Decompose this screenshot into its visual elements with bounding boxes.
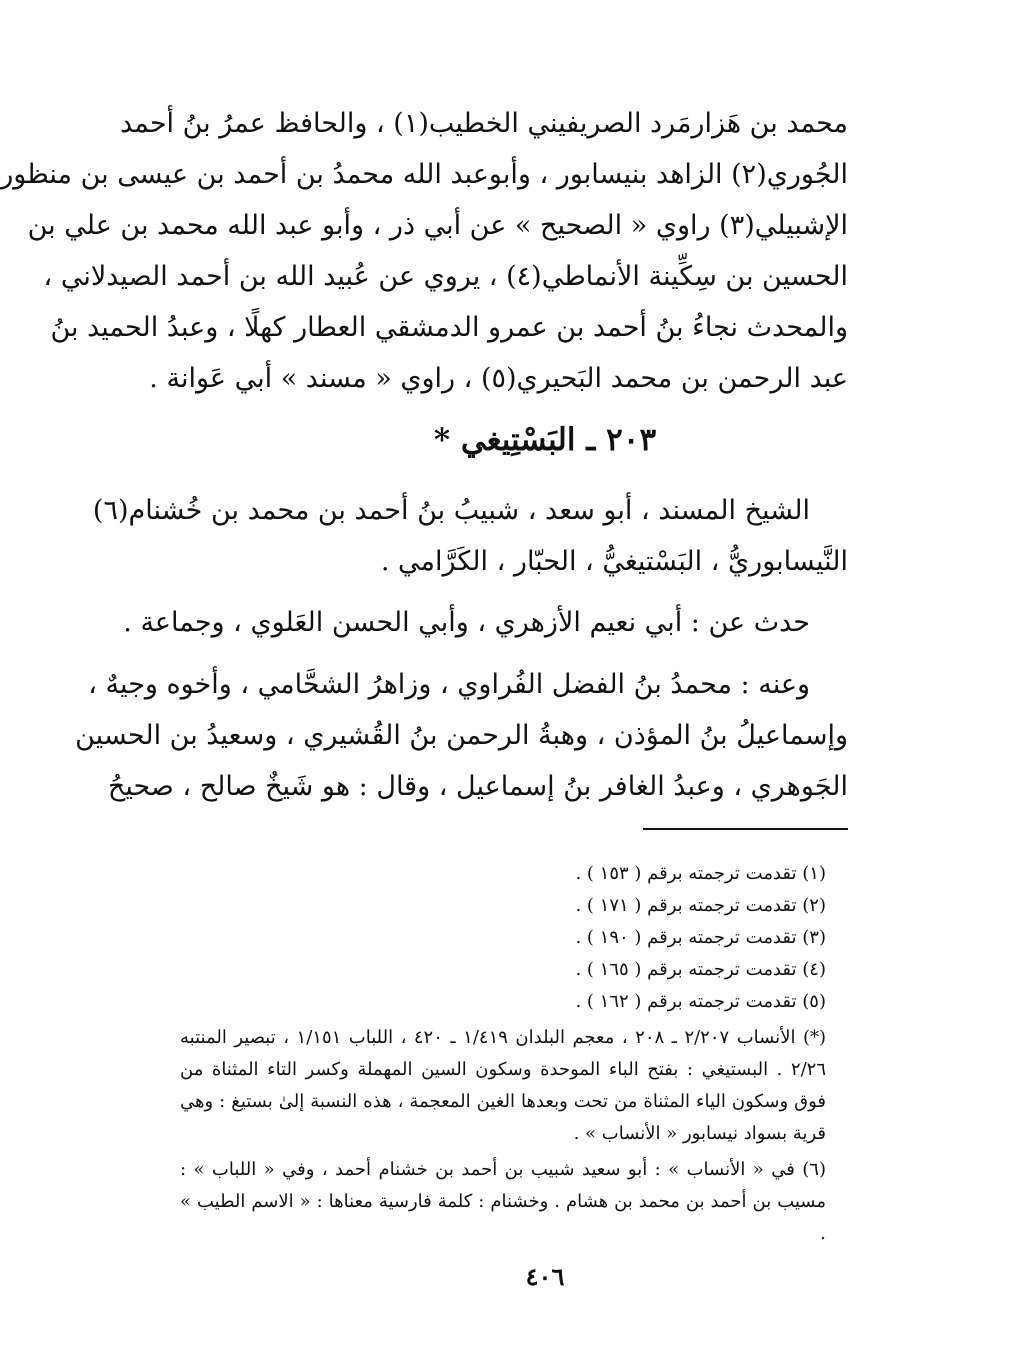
entry-heading: ٢٠٣ ـ البَسْتِيغي * bbox=[433, 422, 657, 458]
intro-line: الإشبيلي(٣) راوي « الصحيح » عن أبي ذر ، وأبو عبد الله محمد بن علي بن bbox=[27, 210, 848, 241]
page-number: ٤٠٦ bbox=[525, 1262, 565, 1291]
footnotes bbox=[180, 858, 848, 1250]
footnote-6: (٦) في « الأنساب » : أبو سعيد شبيب بن أحمد بن خشنام أحمد ، وفي « اللباب » : مسيب بن أحمد بن محمد بن هشام . وخشنام : كلمة فارسية معناها : « الاسم الطيب » . bbox=[180, 1159, 826, 1244]
narrated-by-line: وإسماعيلُ بنُ المؤذن ، وهبةُ الرحمن بنُ القُشيري ، وسعيدُ بن الحسين bbox=[75, 720, 848, 751]
name-paragraph bbox=[92, 485, 848, 587]
footnote-4: (٤) تقدمت ترجمته برقم ( ١٦٥ ) . bbox=[575, 959, 826, 980]
narrated-from-line: حدث عن : أبي نعيم الأزهري ، وأبي الحسن العَلوي ، وجماعة . bbox=[123, 607, 810, 638]
name-line: النَّيسابوريُّ ، البَسْتيغيُّ ، الحبّار ، الكَرَّامي . bbox=[380, 546, 848, 577]
footnote-1: (١) تقدمت ترجمته برقم ( ١٥٣ ) . bbox=[575, 863, 826, 884]
narrated-from-paragraph bbox=[123, 597, 848, 648]
footnote-star: (*) الأنساب ٢/٢٠٧ ـ ٢٠٨ ، معجم البلدان ١/٤١٩ ـ ٤٢٠ ، اللباب ١/١٥١ ، تبصير المنتبه ٢/٢٦ . البستيغي : بفتح الباء الموحدة وسكون السين المهملة وكسر التاء المثناة من فوق وسكون الياء المثناة من تحت وبعدها الغين المعجمة ، هذه النسبة إلىٰ بستيغ : وهي قرية بسواد نيسابور « الأنساب » . bbox=[180, 1027, 826, 1144]
narrated-by-paragraph bbox=[75, 659, 848, 812]
footnote-3: (٣) تقدمت ترجمته برقم ( ١٩٠ ) . bbox=[575, 927, 826, 948]
footnote-2: (٢) تقدمت ترجمته برقم ( ١٧١ ) . bbox=[575, 895, 826, 916]
intro-line: والمحدث نجاءُ بنُ أحمد بن عمرو الدمشقي العطار كهلًا ، وعبدُ الحميد بنُ bbox=[50, 312, 848, 343]
name-line: الشيخ المسند ، أبو سعد ، شبيبُ بنُ أحمد بن محمد بن خُشنام(٦) bbox=[92, 495, 810, 526]
footnote-divider bbox=[643, 828, 848, 830]
narrated-by-line: وعنه : محمدُ بنُ الفضل الفُراوي ، وزاهرُ الشحَّامي ، وأخوه وجيهٌ ، bbox=[88, 669, 810, 700]
intro-line: عبد الرحمن بن محمد البَحيري(٥) ، راوي « مسند » أبي عَوانة . bbox=[149, 363, 848, 394]
narrated-by-line: الجَوهري ، وعبدُ الغافر بنُ إسماعيل ، وقال : هو شَيخٌ صالح ، صحيحُ bbox=[107, 771, 848, 802]
intro-line: الجُوري(٢) الزاهد بنيسابور ، وأبوعبد الله محمدُ بن أحمد بن عيسى بن منظور bbox=[0, 159, 848, 190]
intro-line: الحسين بن سِكِّينة الأنماطي(٤) ، يروي عن عُبيد الله بن أحمد الصيدلاني ، bbox=[43, 261, 848, 292]
intro-paragraph bbox=[0, 98, 848, 404]
footnote-5: (٥) تقدمت ترجمته برقم ( ١٦٢ ) . bbox=[575, 991, 826, 1012]
intro-line: محمد بن هَزارمَرد الصريفيني الخطيب(١) ، والحافظ عمرُ بنُ أحمد bbox=[120, 108, 848, 139]
